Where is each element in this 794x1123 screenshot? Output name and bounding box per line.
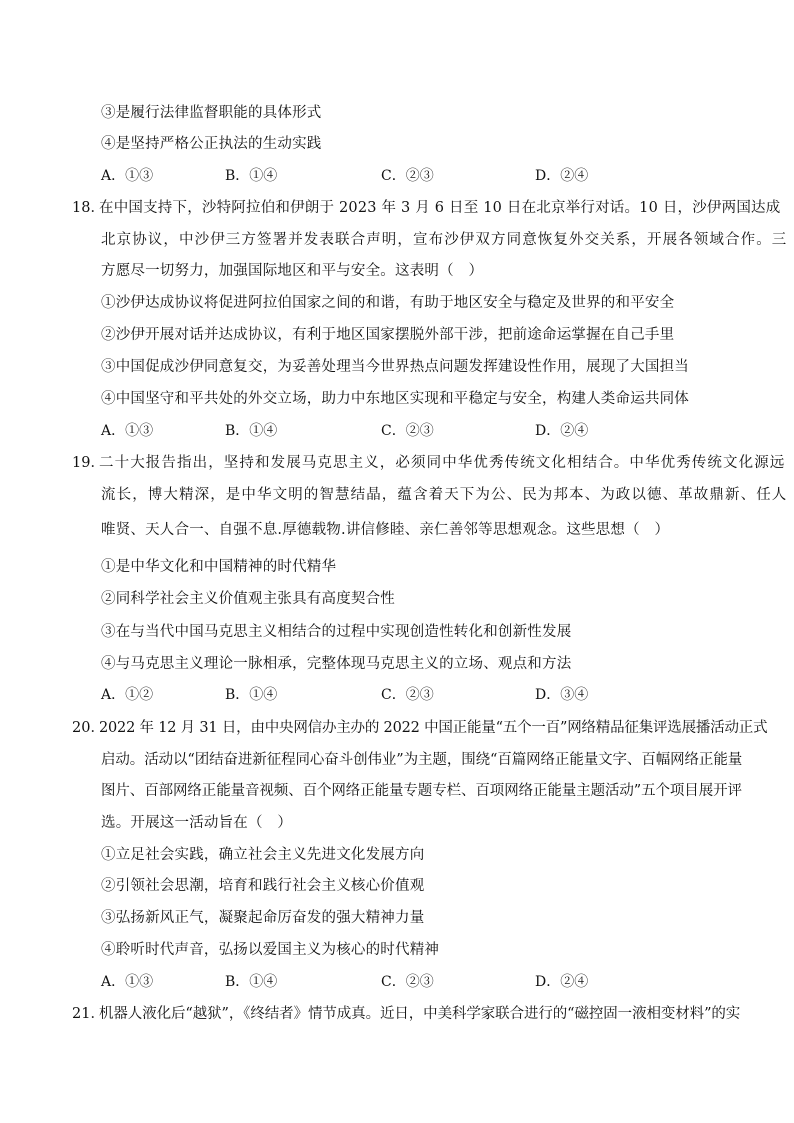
q18-item-2: ②沙伊开展对话并达成协议，有利于地区国家摆脱外部干涉，把前途命运掌握在自己手里: [101, 327, 675, 343]
q19-number: 19．: [72, 455, 105, 471]
q20-option-d: D．②④: [535, 974, 589, 990]
q20-stem-line-2: 启动。活动以“团结奋进新征程同心奋斗创伟业”为主题，围绕“百篇网络正能量文字、百幅网络正能量: [101, 752, 743, 768]
q20-item-1: ①立足社会实践，确立社会主义先进文化发展方向: [101, 847, 425, 863]
q18-stem-line-3: 方愿尽一切努力，加强国际地区和平与安全。这表明（ ）: [101, 263, 484, 279]
q18-item-3: ③中国促成沙伊同意复交，为妥善处理当今世界热点问题发挥建设性作用，展现了大国担当: [101, 359, 689, 375]
q19-stem-line-1: 二十大报告指出，坚持和发展马克思主义，必须同中华优秀传统文化相结合。中华优秀传统文化源远: [99, 455, 786, 471]
q20-stem-line-1: 2022 年 12 月 31 日，由中央网信办主办的 2022 中国正能量“五个一百”网络精品征集评选展播活动正式: [99, 720, 768, 736]
q20-item-2: ②引领社会思潮，培育和践行社会主义核心价值观: [101, 878, 425, 894]
q19-option-a: A．①②: [101, 687, 154, 703]
q20-stem-line-3: 图片、百部网络正能量音视频、百个网络正能量专题专栏、百项网络正能量主题活动”五个项目展开评: [101, 783, 742, 799]
q17-option-b: B．①④: [225, 168, 278, 184]
q17-item-4: ④是坚持严格公正执法的生动实践: [101, 136, 322, 152]
q18-option-c: C．②③: [381, 423, 434, 439]
q19-item-1: ①是中华文化和中国精神的时代精华: [101, 559, 337, 575]
q19-option-b: B．①④: [225, 687, 278, 703]
q20-option-c: C．②③: [381, 974, 434, 990]
q19-option-d: D．③④: [535, 687, 589, 703]
q18-item-4: ④中国坚守和平共处的外交立场，助力中东地区实现和平稳定与安全，构建人类命运共同体: [101, 391, 689, 407]
q18-stem-line-2: 北京协议，中沙伊三方签署并发表联合声明，宣布沙伊双方同意恢复外交关系，开展各领域合作。三: [101, 232, 788, 248]
q17-option-a: A．①③: [101, 168, 154, 184]
q21-number: 21．: [72, 1006, 105, 1022]
q19-item-3: ③在与当代中国马克思主义相结合的过程中实现创造性转化和创新性发展: [101, 624, 572, 640]
q19-stem-line-2: 流长，博大精深，是中华文明的智慧结晶，蕴含着天下为公、民为邦本、为政以德、革故鼎新、任人: [101, 487, 788, 503]
q19-option-c: C．②③: [381, 687, 434, 703]
q17-option-c: C．②③: [381, 168, 434, 184]
q20-number: 20．: [72, 720, 105, 736]
q20-item-3: ③弘扬新风正气，凝聚起命厉奋发的强大精神力量: [101, 910, 425, 926]
q17-item-3: ③是履行法律监督职能的具体形式: [101, 105, 322, 121]
q19-stem-line-3: 唯贤、天人合一、自强不息.厚德载物.讲信修睦、亲仁善邻等思想观念。这些思想（ ）: [101, 522, 670, 538]
q19-item-4: ④与马克思主义理论一脉相承，完整体现马克思主义的立场、观点和方法: [101, 656, 572, 672]
q18-item-1: ①沙伊达成协议将促进阿拉伯国家之间的和谐，有助于地区安全与稳定及世界的和平安全: [101, 295, 675, 311]
q20-item-4: ④聆听时代声音，弘扬以爱国主义为核心的时代精神: [101, 942, 440, 958]
q18-stem-line-1: 在中国支持下，沙特阿拉伯和伊朗于 2023 年 3 月 6 日至 10 日在北京举行对话。10 日，沙伊两国达成: [99, 200, 781, 216]
q19-item-2: ②同科学社会主义价值观主张具有高度契合性: [101, 591, 395, 607]
q20-stem-line-4: 选。开展这一活动旨在（ ）: [101, 815, 293, 831]
q20-option-a: A．①③: [101, 974, 154, 990]
q18-option-d: D．②④: [535, 423, 589, 439]
q18-option-a: A．①③: [101, 423, 154, 439]
q18-number: 18．: [72, 200, 105, 216]
q17-option-d: D．②④: [535, 168, 589, 184]
q20-option-b: B．①④: [225, 974, 278, 990]
q21-stem-line-1: 机器人液化后“越狱”，《终结者》情节成真。近日，中美科学家联合进行的“磁控固一液相变材料”的实: [99, 1006, 741, 1022]
q18-option-b: B．①④: [225, 423, 278, 439]
